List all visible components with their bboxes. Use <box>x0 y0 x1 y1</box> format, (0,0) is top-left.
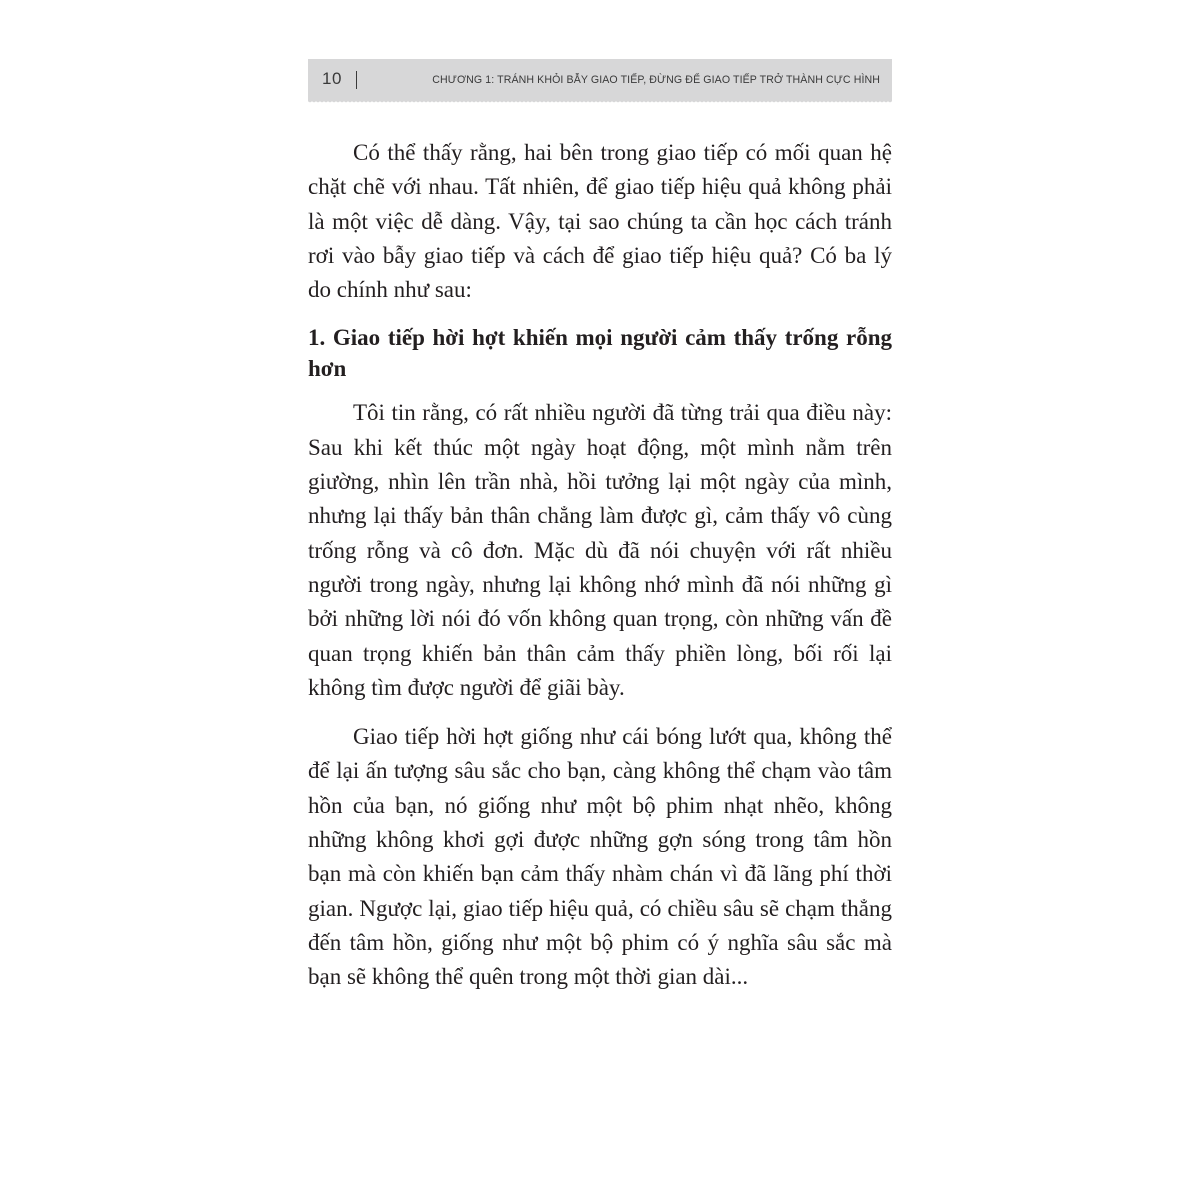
header-separator <box>356 71 357 89</box>
chapter-title: CHƯƠNG 1: TRÁNH KHỎI BẪY GIAO TIẾP, ĐỪNG ĐỂ GIAO TIẾP TRỞ THÀNH CỰC HÌNH <box>432 74 880 86</box>
section-heading: 1. Giao tiếp hời hợt khiến mọi người cảm thấy trống rỗng hơn <box>308 325 892 382</box>
paragraph-experience: Tôi tin rằng, có rất nhiều người đã từng trải qua điều này: Sau khi kết thúc một ngày hoạt động, một mình nằm trên giường, nhìn lên trần nhà, hồi tưởng lại một ngày của mình, nhưng lại thấy bản thân chẳng làm được gì, cảm thấy vô cùng trống rỗng và cô đơn. Mặc dù đã nói chuyện với rất nhiều người trong ngày, nhưng lại không nhớ mình đã nói những gì bởi những lời nói đó vốn không quan trọng, còn những vấn đề quan trọng khiến bản thân cảm thấy phiền lòng, bối rối lại không tìm được người để giãi bày. <box>308 400 892 700</box>
paragraph-shallow-communication: Giao tiếp hời hợt giống như cái bóng lướt qua, không thể để lại ấn tượng sâu sắc cho bạn, càng không thể chạm vào tâm hồn của bạn, nó giống như một bộ phim nhạt nhẽo, không những không khơi gợi được những gợn sóng trong tâm hồn bạn mà còn khiến bạn cảm thấy nhàm chán vì đã lãng phí thời gian. Ngược lại, giao tiếp hiệu quả, có chiều sâu sẽ chạm thẳng đến tâm hồn, giống như một bộ phim có ý nghĩa sâu sắc mà bạn sẽ không thể quên trong một thời gian dài... <box>308 724 892 990</box>
running-header <box>308 59 892 101</box>
page-number: 10 <box>322 69 342 88</box>
header-scalloped-edge <box>308 100 892 104</box>
page-body <box>308 136 892 995</box>
paragraph-intro: Có thể thấy rằng, hai bên trong giao tiếp có mối quan hệ chặt chẽ với nhau. Tất nhiên, để giao tiếp hiệu quả không phải là một việc dễ dàng. Vậy, tại sao chúng ta cần học cách tránh rơi vào bẫy giao tiếp và cách để giao tiếp hiệu quả? Có ba lý do chính như sau: <box>308 140 892 303</box>
